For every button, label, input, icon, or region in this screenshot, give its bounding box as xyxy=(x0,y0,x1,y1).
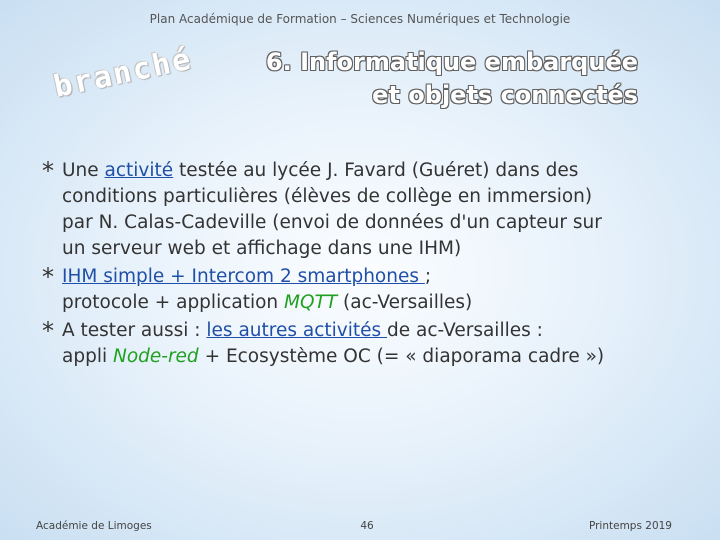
bullet-mark: * xyxy=(42,157,54,185)
bullet-text: appli xyxy=(62,346,113,367)
bullet-line xyxy=(62,344,702,370)
bullet-item-ihm xyxy=(42,264,702,316)
slide-title xyxy=(266,46,638,112)
bullet-item-activite xyxy=(42,158,702,262)
bullet-text: Une xyxy=(62,160,105,181)
bullet-item-autres xyxy=(42,318,702,370)
bullet-text: ; xyxy=(424,266,432,287)
node-red-term: Node-red xyxy=(112,346,199,367)
bullet-line xyxy=(62,318,702,344)
branche-logo xyxy=(50,34,208,106)
bullet-text: (ac-Versailles) xyxy=(337,292,473,313)
bullet-text: + Ecosystème OC (= « diaporama cadre ») xyxy=(198,346,605,367)
bullet-line: un serveur web et affichage dans une IHM) xyxy=(62,238,462,259)
logo-text: branché xyxy=(50,41,196,105)
activite-link[interactable]: activité xyxy=(104,160,174,181)
ihm-intercom-link[interactable]: IHM simple + Intercom 2 smartphones xyxy=(62,266,425,287)
bullet-line xyxy=(62,290,702,316)
bullet-text: testée au lycée J. Favard (Guéret) dans des xyxy=(173,160,579,181)
bullet-mark: * xyxy=(42,263,54,291)
footer-date: Printemps 2019 xyxy=(588,520,672,532)
mqtt-term: MQTT xyxy=(284,292,338,313)
autres-activites-link[interactable]: les autres activités xyxy=(206,320,388,341)
bullet-line xyxy=(62,264,702,290)
slide-number: 46 xyxy=(360,520,374,532)
bullet-line: conditions particulières (élèves de collège en immersion) xyxy=(62,186,593,207)
slide-title-line1: 6. Informatique embarquée xyxy=(265,48,638,76)
bullet-mark: * xyxy=(42,317,54,345)
slide-title-line2: et objets connectés xyxy=(372,81,638,109)
header-title: Plan Académique de Formation – Sciences Numériques et Technologie xyxy=(149,12,571,26)
bullet-list xyxy=(42,158,702,372)
bullet-line xyxy=(62,158,702,184)
bullet-text: de ac-Versailles : xyxy=(387,320,543,341)
footer-academy: Académie de Limoges xyxy=(36,520,152,532)
bullet-line: par N. Calas-Cadeville (envoi de données d'un capteur sur xyxy=(62,212,602,233)
bullet-text: protocole + application xyxy=(62,292,285,313)
bullet-text: A tester aussi : xyxy=(62,320,207,341)
